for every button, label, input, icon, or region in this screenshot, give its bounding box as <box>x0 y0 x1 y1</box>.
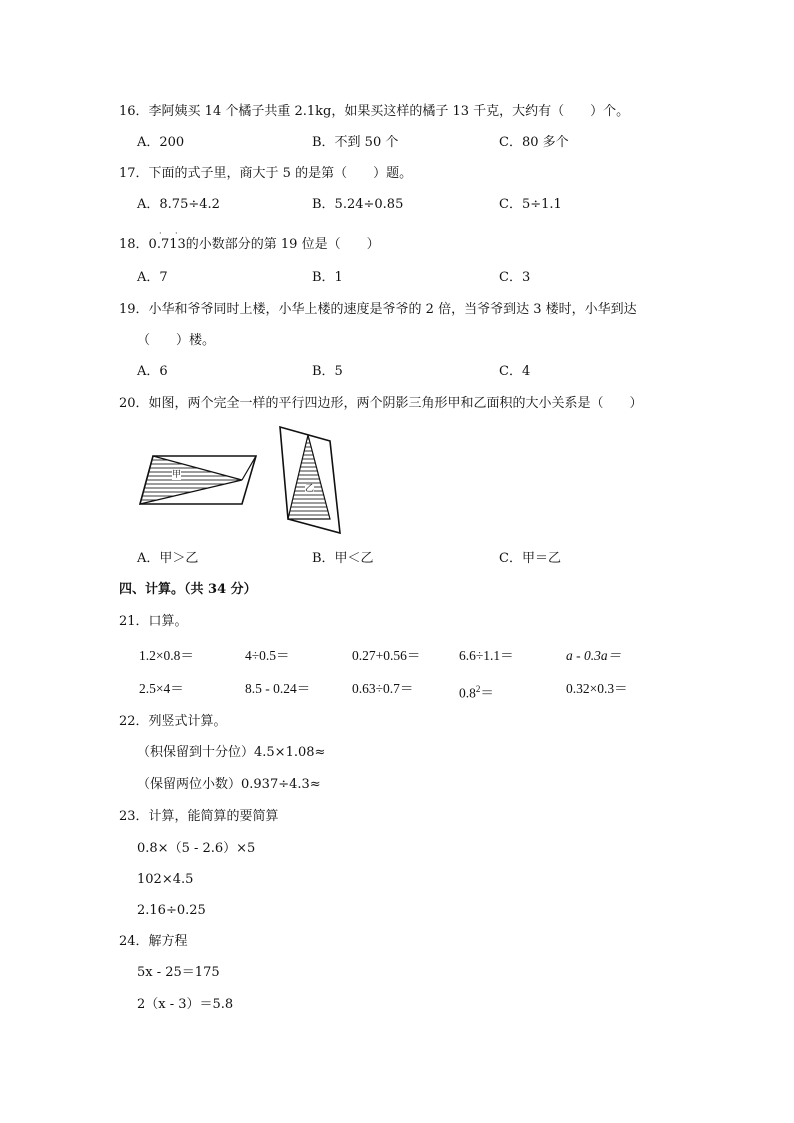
question-18-text: 18．0.713的小数部分的第 19 位是（ ） <box>119 237 380 252</box>
oral-calc-item: 0.27+0.56＝ <box>352 648 421 663</box>
q17-option-b[interactable]: B．5.24÷0.85 <box>312 197 404 212</box>
oral-calc-item: 4÷0.5＝ <box>245 648 290 663</box>
oral-calc-item-square: $0.8^2=$ <box>459 684 494 701</box>
parallelogram-figure-left <box>138 450 260 510</box>
simplify-calc-item: 102×4.5 <box>137 872 194 887</box>
q19-option-c[interactable]: C．4 <box>499 364 531 379</box>
oral-calc-item: 0.32×0.3＝ <box>566 681 628 696</box>
repeating-dot-mark: · <box>175 229 178 238</box>
question-19-text-cont: （ ）楼。 <box>137 333 216 348</box>
oral-calc-item: 0.63÷0.7＝ <box>352 681 414 696</box>
q17-option-a[interactable]: A．8.75÷4.2 <box>137 197 220 212</box>
simplify-calc-item: 0.8×（5 - 2.6）×5 <box>137 841 256 856</box>
question-19-text: 19．小华和爷爷同时上楼，小华上楼的速度是爷爷的 2 倍，当爷爷到达 3 楼时，小华到达 <box>119 302 637 317</box>
oral-calc-item: 6.6÷1.1＝ <box>459 648 514 663</box>
simplify-calc-item: 2.16÷0.25 <box>137 903 206 918</box>
vertical-calc-item: （保留两位小数）0.937÷4.3≈ <box>137 777 321 792</box>
q19-option-b[interactable]: B．5 <box>312 364 343 379</box>
oral-calc-item: 2.5×4＝ <box>139 681 184 696</box>
q20-option-c[interactable]: C．甲＝乙 <box>499 551 561 566</box>
q20-option-a[interactable]: A．甲＞乙 <box>137 551 199 566</box>
question-24-title: 24．解方程 <box>119 934 188 949</box>
q16-option-b[interactable]: B．不到 50 个 <box>312 135 399 150</box>
question-21-title: 21．口算。 <box>119 614 188 629</box>
q20-option-b[interactable]: B．甲＜乙 <box>312 551 374 566</box>
q16-option-c[interactable]: C．80 多个 <box>499 135 569 150</box>
oral-calc-item: a - 0.3a＝ <box>566 648 622 663</box>
question-16-text: 16．李阿姨买 14 个橘子共重 2.1kg，如果买这样的橘子 13 千克，大约有（ ）个。 <box>119 104 630 119</box>
figure-label-jia: 甲 <box>172 470 182 480</box>
q18-option-b[interactable]: B．1 <box>312 270 343 285</box>
q16-option-a[interactable]: A．200 <box>137 135 185 150</box>
q18-option-a[interactable]: A．7 <box>137 270 168 285</box>
question-17-text: 17．下面的式子里，商大于 5 的是第（ ）题。 <box>119 166 413 181</box>
oral-calc-item: 8.5 - 0.24＝ <box>245 681 311 696</box>
q19-option-a[interactable]: A．6 <box>137 364 168 379</box>
parallelogram-figure-right <box>278 425 342 537</box>
vertical-calc-item: （积保留到十分位）4.5×1.08≈ <box>137 745 326 760</box>
section-4-title: 四、计算。（共 34 分） <box>119 582 257 597</box>
equation-item: 2（x - 3）＝5.8 <box>137 997 234 1012</box>
repeating-dot-mark: · <box>159 229 162 238</box>
figure-label-yi: 乙 <box>305 484 315 494</box>
question-22-title: 22．列竖式计算。 <box>119 714 227 729</box>
equation-item: 5x - 25＝175 <box>137 965 220 980</box>
question-23-title: 23．计算，能简算的要简算 <box>119 809 279 824</box>
q17-option-c[interactable]: C．5÷1.1 <box>499 197 562 212</box>
q18-option-c[interactable]: C．3 <box>499 270 531 285</box>
question-20-text: 20．如图，两个完全一样的平行四边形，两个阴影三角形甲和乙面积的大小关系是（ ） <box>119 396 643 411</box>
oral-calc-item: 1.2×0.8＝ <box>139 648 194 663</box>
